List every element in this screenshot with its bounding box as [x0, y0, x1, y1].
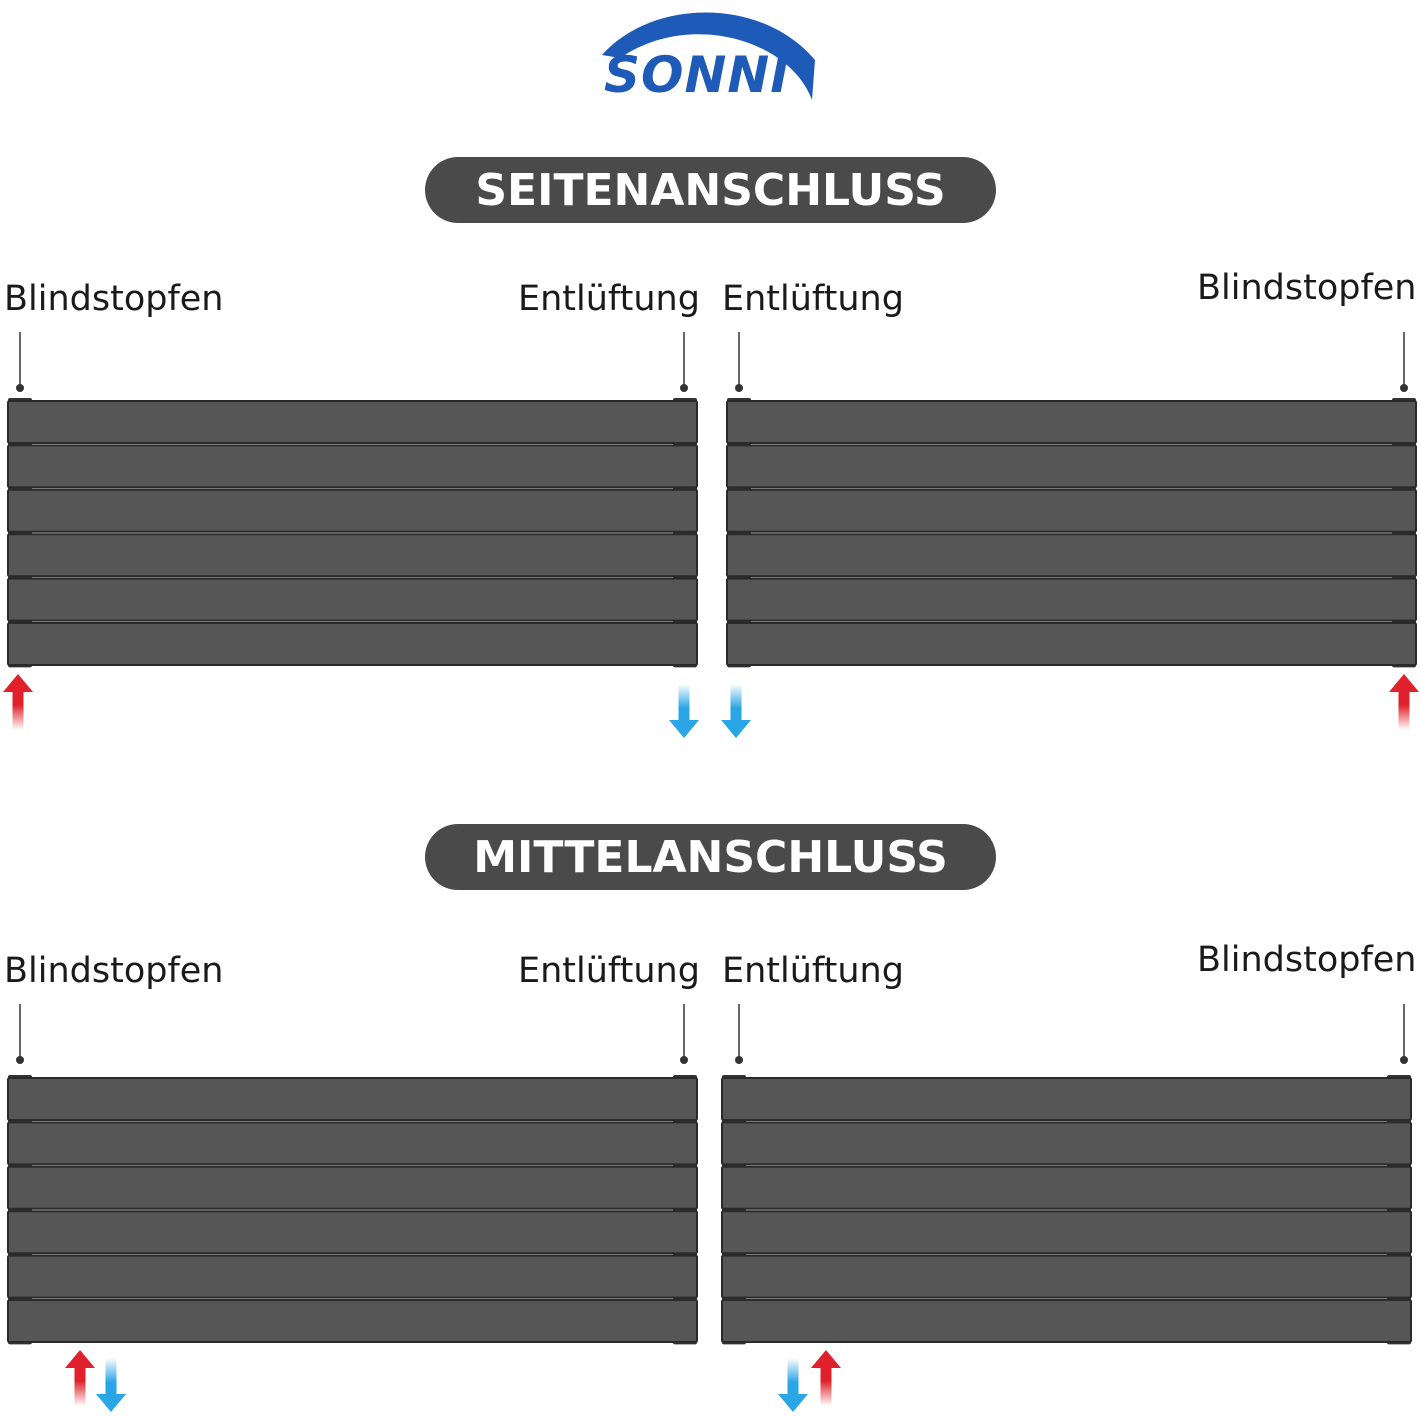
radiator-panel	[8, 623, 697, 665]
radiator-panel	[722, 1078, 1411, 1120]
radiator	[8, 398, 697, 667]
pointer-dot	[1400, 1056, 1408, 1064]
radiator-panel	[8, 534, 697, 576]
pointer-dot	[16, 1056, 24, 1064]
section-title-seitenanschluss: SEITENANSCHLUSS	[425, 157, 996, 223]
hot-water-in-arrow	[3, 674, 33, 730]
pointer-dot	[735, 1056, 743, 1064]
radiator-panel	[8, 401, 697, 443]
radiator-panel	[8, 445, 697, 487]
radiator-panel	[8, 579, 697, 621]
radiator-panel	[727, 490, 1416, 532]
pointer-dot	[1400, 384, 1408, 392]
label-blindstopfen: Blindstopfen	[1197, 940, 1417, 980]
radiator-panel	[8, 490, 697, 532]
hot-water-in-arrow	[65, 1350, 95, 1406]
radiator-panel	[8, 1078, 697, 1120]
label-blindstopfen: Blindstopfen	[1197, 268, 1417, 308]
radiator-panel	[722, 1167, 1411, 1209]
radiator-panel	[8, 1256, 697, 1298]
label-blindstopfen: Blindstopfen	[4, 951, 224, 991]
pointer-dot	[735, 384, 743, 392]
radiator-panel	[722, 1211, 1411, 1253]
radiator-panel	[727, 579, 1416, 621]
radiator-panel	[8, 1122, 697, 1164]
cold-water-out-arrow	[778, 1358, 808, 1412]
radiator-panel	[727, 401, 1416, 443]
label-entlueftung: Entlüftung	[518, 951, 700, 991]
radiator-panel	[722, 1122, 1411, 1164]
hot-water-in-arrow	[1389, 674, 1419, 730]
pointer-dot	[680, 1056, 688, 1064]
radiator-panel	[722, 1256, 1411, 1298]
label-entlueftung: Entlüftung	[722, 279, 904, 319]
label-entlueftung: Entlüftung	[722, 951, 904, 991]
section-title-mittelanschluss: MITTELANSCHLUSS	[425, 824, 996, 890]
pointer-dot	[680, 384, 688, 392]
pointer-dot	[16, 384, 24, 392]
radiator	[8, 1075, 697, 1344]
logo-wordmark: SONNI	[604, 46, 790, 104]
label-entlueftung: Entlüftung	[518, 279, 700, 319]
label-blindstopfen: Blindstopfen	[4, 279, 224, 319]
radiator-panel	[8, 1300, 697, 1342]
cold-water-out-arrow	[721, 684, 751, 738]
radiator-panel	[727, 445, 1416, 487]
radiator	[727, 398, 1416, 667]
radiator-panel	[722, 1300, 1411, 1342]
hot-water-in-arrow	[811, 1350, 841, 1406]
cold-water-out-arrow	[96, 1358, 126, 1412]
cold-water-out-arrow	[669, 684, 699, 738]
radiator	[722, 1075, 1411, 1344]
radiator-panel	[727, 534, 1416, 576]
radiator-panel	[8, 1211, 697, 1253]
radiator-panel	[727, 623, 1416, 665]
radiator-panel	[8, 1167, 697, 1209]
